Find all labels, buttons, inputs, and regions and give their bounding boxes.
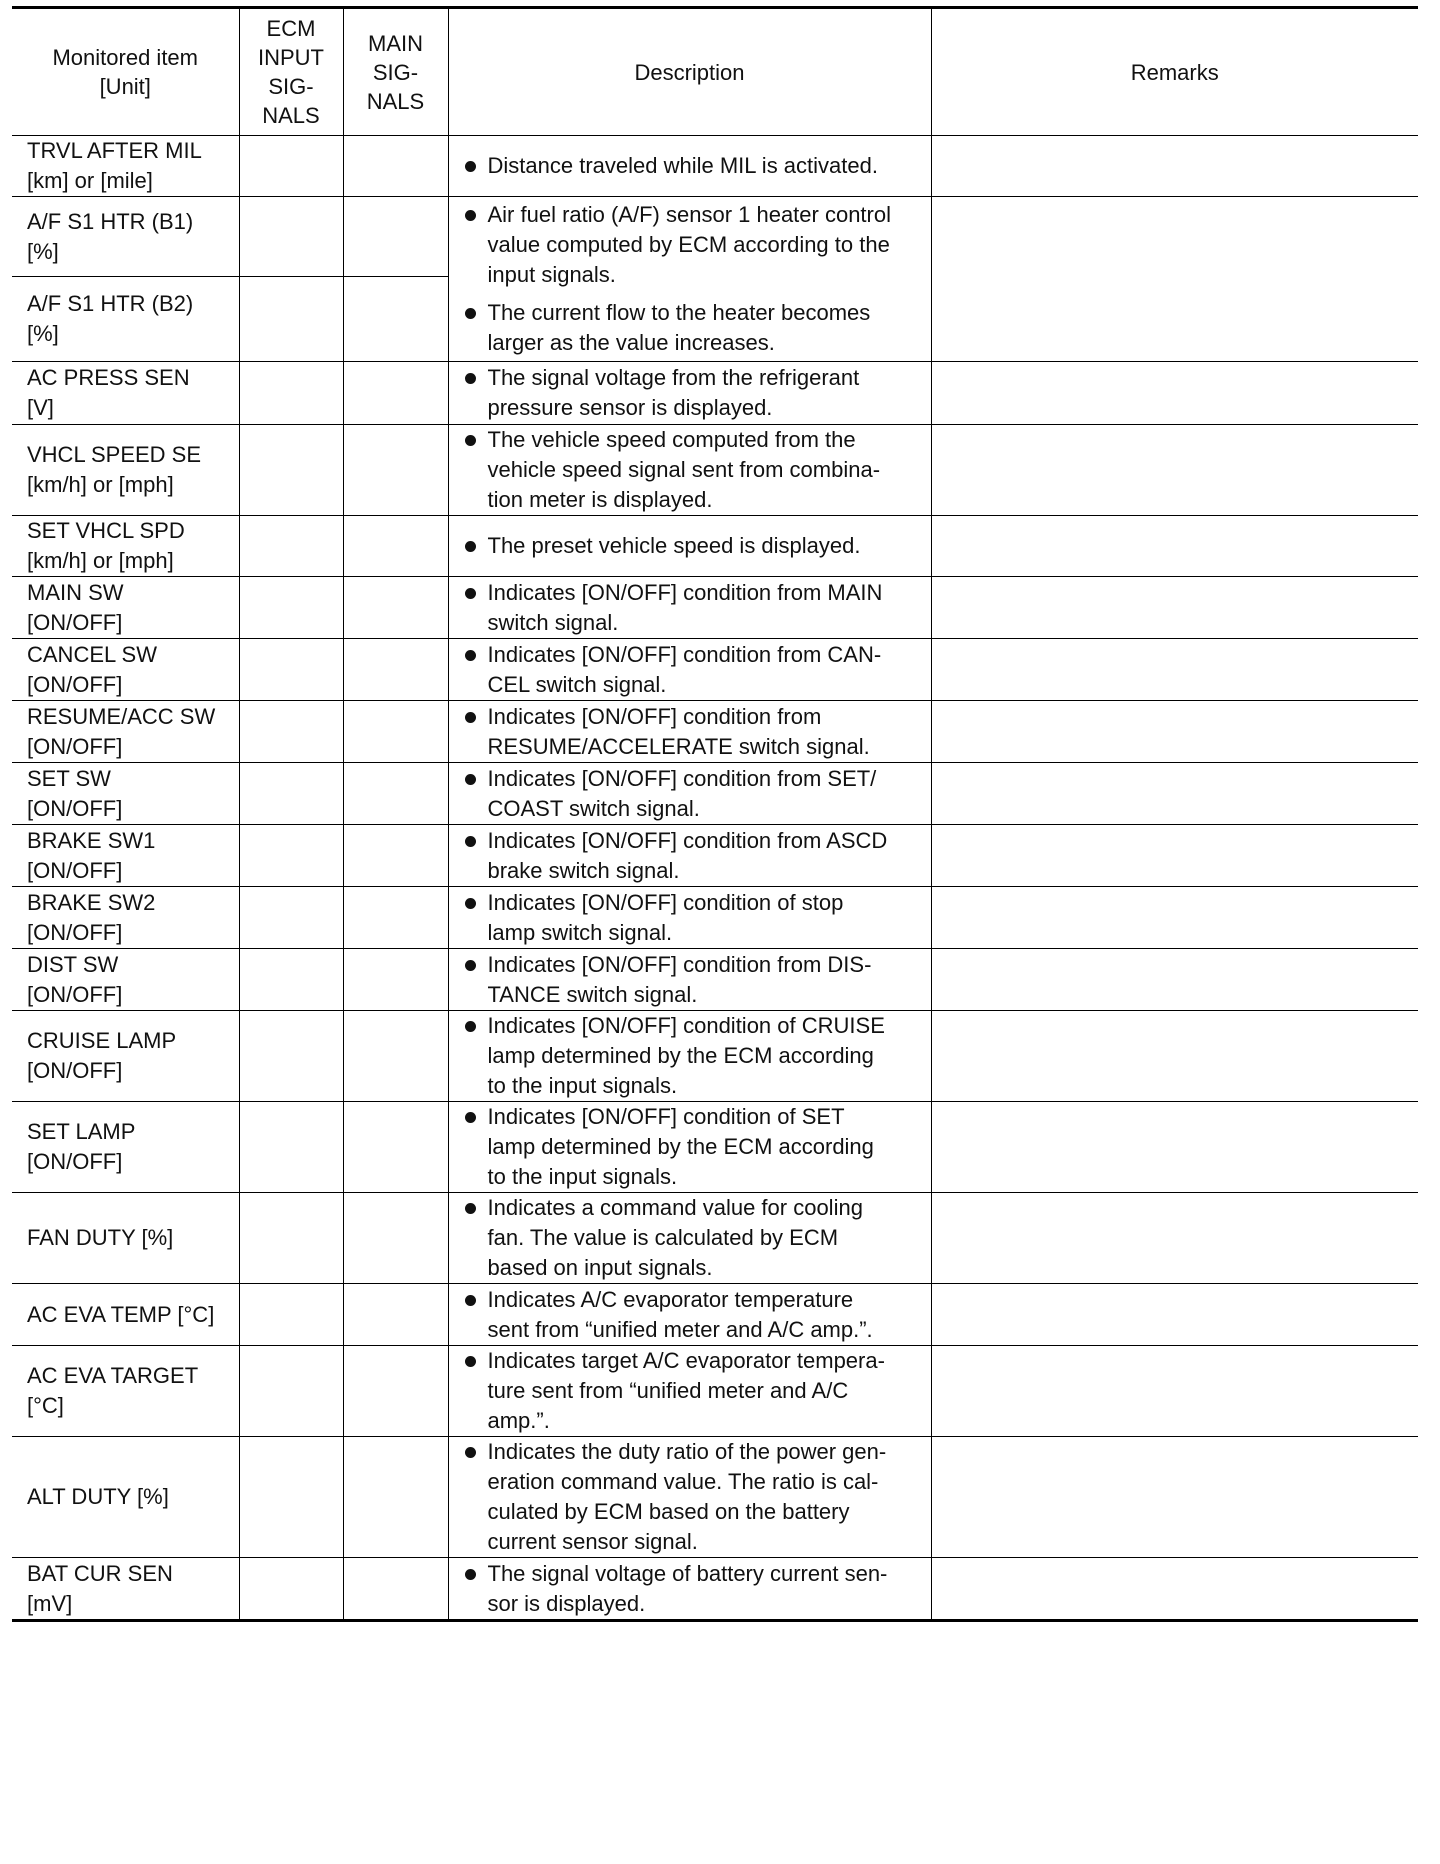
table-row	[12, 1558, 1418, 1621]
ecm-input-signals-cell	[239, 577, 343, 639]
main-signals-cell	[343, 701, 448, 763]
description-bullet	[461, 425, 919, 515]
remarks-cell	[931, 1102, 1418, 1193]
description-bullet	[461, 578, 919, 638]
remarks-cell	[931, 136, 1418, 197]
description-bullet	[461, 298, 919, 358]
description-line: The current flow to the heater becomes	[487, 300, 871, 325]
description-line: Indicates [ON/OFF] condition from MAIN	[487, 579, 883, 605]
monitored-item-line: ALT DUTY [%]	[27, 1484, 169, 1509]
monitored-item-line: SET VHCL SPD	[27, 518, 185, 543]
monitored-item-line: [ON/OFF]	[27, 981, 123, 1007]
monitored-item-line: [V]	[27, 395, 54, 420]
description-line: The vehicle speed computed from the	[487, 427, 856, 452]
ecm-input-signals-cell	[239, 1346, 343, 1437]
header-line: SIG-	[268, 74, 314, 99]
header-ecm-input-signals	[239, 8, 343, 136]
monitored-item-line: [%]	[27, 238, 59, 264]
description-list	[461, 1285, 919, 1345]
description-bullet	[461, 950, 919, 1010]
monitored-item-line: [ON/OFF]	[27, 1058, 123, 1083]
description-list	[461, 363, 919, 423]
header-line: Monitored item	[52, 45, 198, 70]
monitored-item-line: VHCL SPEED SE	[27, 442, 202, 467]
header-line: INPUT	[258, 45, 324, 70]
monitored-item-line: TRVL AFTER MIL	[27, 138, 202, 163]
description-cell	[448, 763, 931, 825]
description-cell	[448, 1437, 931, 1558]
header-line: [Unit]	[99, 74, 151, 99]
description-bullet	[461, 151, 919, 181]
main-signals-cell	[343, 763, 448, 825]
monitored-item-cell	[12, 763, 239, 825]
description-list	[461, 200, 919, 358]
table-row	[12, 639, 1418, 701]
description-line: Air fuel ratio (A/F) sensor 1 heater control	[487, 202, 891, 227]
description-line: The preset vehicle speed is displayed.	[487, 533, 861, 558]
ecm-input-signals-cell	[239, 197, 343, 277]
description-cell	[448, 425, 931, 516]
monitored-item-line: [km/h] or [mph]	[27, 548, 174, 573]
description-list	[461, 1011, 919, 1101]
monitored-item-line: A/F S1 HTR (B2)	[27, 291, 194, 316]
monitored-item-cell	[12, 197, 239, 277]
description-list	[461, 826, 919, 886]
description-line: RESUME/ACCELERATE switch signal.	[487, 733, 870, 759]
header-main-signals	[343, 8, 448, 136]
header-description: Description	[448, 8, 931, 136]
remarks-cell	[931, 949, 1418, 1011]
description-line: sent from “unified meter and A/C amp.”.	[487, 1316, 873, 1342]
remarks-cell	[931, 516, 1418, 577]
description-line: Indicates A/C evaporator temperature	[487, 1286, 854, 1312]
monitored-item-line: [ON/OFF]	[27, 609, 123, 635]
remarks-cell	[931, 763, 1418, 825]
monitored-item-line: [ON/OFF]	[27, 857, 123, 883]
description-bullet	[461, 826, 919, 886]
ecm-input-signals-cell	[239, 1011, 343, 1102]
description-line: TANCE switch signal.	[487, 981, 698, 1007]
main-signals-cell	[343, 1011, 448, 1102]
description-bullet	[461, 702, 919, 762]
remarks-cell	[931, 1193, 1418, 1284]
description-bullet	[461, 640, 919, 700]
main-signals-cell	[343, 577, 448, 639]
description-list	[461, 702, 919, 762]
description-line: Indicates the duty ratio of the power gen-	[487, 1439, 887, 1464]
description-list	[461, 1437, 919, 1557]
description-line: Indicates [ON/OFF] condition from CAN-	[487, 641, 882, 667]
main-signals-cell	[343, 136, 448, 197]
description-line: Indicates [ON/OFF] condition of SET	[487, 1104, 845, 1129]
table-row	[12, 1346, 1418, 1437]
main-signals-cell	[343, 825, 448, 887]
table-row	[12, 516, 1418, 577]
description-line: COAST switch signal.	[487, 795, 700, 821]
description-line: vehicle speed signal sent from combina-	[487, 457, 881, 482]
ecm-input-signals-cell	[239, 949, 343, 1011]
monitored-item-line: BRAKE SW2	[27, 889, 156, 915]
description-bullet	[461, 888, 919, 948]
remarks-cell	[931, 197, 1418, 362]
remarks-cell	[931, 1437, 1418, 1558]
description-bullet	[461, 1285, 919, 1345]
monitored-item-line: [°C]	[27, 1393, 64, 1418]
ecm-input-signals-cell	[239, 1437, 343, 1558]
description-line: culated by ECM based on the battery	[487, 1499, 850, 1524]
description-list	[461, 888, 919, 948]
description-cell	[448, 1558, 931, 1621]
description-cell	[448, 516, 931, 577]
monitored-item-line: CANCEL SW	[27, 641, 157, 667]
description-cell	[448, 197, 931, 362]
description-cell	[448, 949, 931, 1011]
ecm-input-signals-cell	[239, 516, 343, 577]
ecm-input-signals-cell	[239, 825, 343, 887]
description-line: The signal voltage of battery current sen-	[487, 1560, 888, 1586]
monitored-item-line: [ON/OFF]	[27, 919, 123, 945]
table-row	[12, 887, 1418, 949]
description-bullet	[461, 1102, 919, 1192]
description-line: fan. The value is calculated by ECM	[487, 1225, 839, 1250]
description-line: eration command value. The ratio is cal-	[487, 1469, 879, 1494]
remarks-cell	[931, 1011, 1418, 1102]
monitored-item-line: DIST SW	[27, 951, 119, 977]
header-line: SIG-	[372, 59, 419, 85]
description-list	[461, 578, 919, 638]
description-list	[461, 151, 919, 181]
monitored-item-line: BRAKE SW1	[27, 827, 156, 853]
description-line: to the input signals.	[487, 1073, 678, 1098]
ecm-input-signals-cell	[239, 763, 343, 825]
description-line: Indicates [ON/OFF] condition from SET/	[487, 765, 877, 791]
monitored-item-cell	[12, 1558, 239, 1621]
table-row	[12, 577, 1418, 639]
description-list	[461, 640, 919, 700]
monitored-item-line: SET SW	[27, 765, 111, 791]
description-bullet	[461, 1346, 919, 1436]
description-line: Indicates [ON/OFF] condition of CRUISE	[487, 1013, 885, 1038]
description-line: value computed by ECM according to the	[487, 232, 890, 257]
description-bullet	[461, 1011, 919, 1101]
main-signals-cell	[343, 277, 448, 362]
description-line: sor is displayed.	[487, 1590, 646, 1616]
table-row	[12, 1284, 1418, 1346]
remarks-cell	[931, 425, 1418, 516]
description-line: switch signal.	[487, 609, 619, 635]
description-bullet	[461, 1193, 919, 1283]
remarks-cell	[931, 1346, 1418, 1437]
description-line: to the input signals.	[487, 1164, 678, 1189]
table-row	[12, 197, 1418, 277]
monitored-item-line: AC EVA TEMP [°C]	[27, 1301, 215, 1327]
description-line: pressure sensor is displayed.	[487, 395, 773, 420]
description-line: Indicates [ON/OFF] condition from ASCD	[487, 827, 888, 853]
header-monitored-item	[12, 8, 239, 136]
monitored-item-cell	[12, 1193, 239, 1284]
description-line: Indicates [ON/OFF] condition from	[487, 703, 822, 729]
description-cell	[448, 362, 931, 425]
table-row	[12, 825, 1418, 887]
monitored-item-cell	[12, 362, 239, 425]
monitored-item-line: [%]	[27, 321, 59, 346]
monitored-item-line: FAN DUTY [%]	[27, 1225, 174, 1250]
monitored-item-line: [ON/OFF]	[27, 733, 123, 759]
monitored-item-line: BAT CUR SEN	[27, 1560, 173, 1586]
remarks-cell	[931, 887, 1418, 949]
monitored-item-line: AC PRESS SEN	[27, 365, 190, 390]
description-cell	[448, 825, 931, 887]
monitored-item-cell	[12, 516, 239, 577]
monitored-item-line: AC EVA TARGET	[27, 1363, 199, 1388]
description-line: Indicates target A/C evaporator tempera-	[487, 1348, 885, 1373]
table-body	[12, 136, 1418, 1621]
monitored-item-cell	[12, 639, 239, 701]
description-line: Distance traveled while MIL is activated.	[487, 153, 878, 178]
table-row	[12, 1193, 1418, 1284]
header-line: NALS	[262, 103, 320, 128]
description-line: based on input signals.	[487, 1255, 713, 1280]
table-row	[12, 949, 1418, 1011]
ecm-input-signals-cell	[239, 1193, 343, 1284]
ecm-input-signals-cell	[239, 136, 343, 197]
monitored-item-cell	[12, 425, 239, 516]
table-row	[12, 1102, 1418, 1193]
description-cell	[448, 1011, 931, 1102]
table-row	[12, 136, 1418, 197]
main-signals-cell	[343, 1437, 448, 1558]
header-remarks: Remarks	[931, 8, 1418, 136]
description-line: lamp determined by the ECM according	[487, 1043, 874, 1068]
description-line: Indicates [ON/OFF] condition of stop	[487, 889, 844, 915]
monitored-item-line: A/F S1 HTR (B1)	[27, 208, 194, 234]
description-cell	[448, 1193, 931, 1284]
remarks-cell	[931, 1284, 1418, 1346]
description-bullet	[461, 764, 919, 824]
monitored-item-line: [ON/OFF]	[27, 795, 123, 821]
main-signals-cell	[343, 1558, 448, 1621]
main-signals-cell	[343, 1284, 448, 1346]
monitored-item-line: CRUISE LAMP	[27, 1028, 177, 1053]
description-list	[461, 1346, 919, 1436]
monitored-item-cell	[12, 1011, 239, 1102]
description-line: CEL switch signal.	[487, 671, 667, 697]
main-signals-cell	[343, 1346, 448, 1437]
remarks-cell	[931, 577, 1418, 639]
main-signals-cell	[343, 887, 448, 949]
monitored-item-cell	[12, 825, 239, 887]
monitored-item-line: [mV]	[27, 1590, 73, 1616]
description-line: lamp switch signal.	[487, 919, 673, 945]
description-cell	[448, 577, 931, 639]
description-cell	[448, 1102, 931, 1193]
monitored-item-cell	[12, 701, 239, 763]
main-signals-cell	[343, 197, 448, 277]
description-cell	[448, 1346, 931, 1437]
description-cell	[448, 1284, 931, 1346]
main-signals-cell	[343, 1102, 448, 1193]
ecm-input-signals-cell	[239, 425, 343, 516]
description-bullet	[461, 531, 919, 561]
description-line: Indicates [ON/OFF] condition from DIS-	[487, 951, 872, 977]
table-header-row	[12, 8, 1418, 136]
monitored-item-cell	[12, 887, 239, 949]
header-line: MAIN	[368, 30, 423, 56]
monitored-item-cell	[12, 1437, 239, 1558]
description-line: brake switch signal.	[487, 857, 680, 883]
description-line: The signal voltage from the refrigerant	[487, 365, 860, 390]
description-line: larger as the value increases.	[487, 330, 775, 355]
ecm-input-signals-cell	[239, 887, 343, 949]
remarks-cell	[931, 1558, 1418, 1621]
description-list	[461, 1102, 919, 1192]
monitored-items-table	[12, 6, 1418, 1622]
description-list	[461, 531, 919, 561]
ecm-input-signals-cell	[239, 701, 343, 763]
description-line: ture sent from “unified meter and A/C	[487, 1378, 849, 1403]
main-signals-cell	[343, 362, 448, 425]
ecm-input-signals-cell	[239, 639, 343, 701]
monitored-item-cell	[12, 949, 239, 1011]
main-signals-cell	[343, 639, 448, 701]
description-line: amp.”.	[487, 1408, 550, 1433]
monitored-item-line: [km] or [mile]	[27, 168, 153, 193]
monitored-item-cell	[12, 1102, 239, 1193]
main-signals-cell	[343, 1193, 448, 1284]
table-row	[12, 362, 1418, 425]
description-line: tion meter is displayed.	[487, 487, 713, 512]
description-bullet	[461, 1559, 919, 1619]
table-row	[12, 425, 1418, 516]
ecm-input-signals-cell	[239, 362, 343, 425]
description-list	[461, 1193, 919, 1283]
monitored-item-cell	[12, 136, 239, 197]
description-line: lamp determined by the ECM according	[487, 1134, 874, 1159]
monitored-item-line: [ON/OFF]	[27, 671, 123, 697]
description-cell	[448, 701, 931, 763]
description-line: input signals.	[487, 262, 616, 287]
table-row	[12, 1011, 1418, 1102]
monitored-item-line: RESUME/ACC SW	[27, 703, 216, 729]
description-cell	[448, 639, 931, 701]
description-list	[461, 425, 919, 515]
table-row	[12, 701, 1418, 763]
remarks-cell	[931, 362, 1418, 425]
header-line: ECM	[266, 16, 316, 41]
monitored-item-line: [km/h] or [mph]	[27, 472, 174, 497]
description-list	[461, 950, 919, 1010]
description-bullet	[461, 363, 919, 423]
ecm-input-signals-cell	[239, 277, 343, 362]
description-list	[461, 764, 919, 824]
ecm-input-signals-cell	[239, 1284, 343, 1346]
monitored-item-line: MAIN SW	[27, 579, 124, 605]
description-cell	[448, 887, 931, 949]
header-line: NALS	[366, 88, 425, 114]
remarks-cell	[931, 639, 1418, 701]
description-cell	[448, 136, 931, 197]
description-line: current sensor signal.	[487, 1529, 698, 1554]
monitored-item-cell	[12, 277, 239, 362]
table-row	[12, 1437, 1418, 1558]
table-row	[12, 763, 1418, 825]
monitored-item-cell	[12, 577, 239, 639]
ecm-input-signals-cell	[239, 1558, 343, 1621]
description-line: Indicates a command value for cooling	[487, 1195, 863, 1220]
main-signals-cell	[343, 949, 448, 1011]
remarks-cell	[931, 701, 1418, 763]
main-signals-cell	[343, 425, 448, 516]
ecm-input-signals-cell	[239, 1102, 343, 1193]
monitored-item-line: [ON/OFF]	[27, 1149, 123, 1174]
description-list	[461, 1559, 919, 1619]
remarks-cell	[931, 825, 1418, 887]
main-signals-cell	[343, 516, 448, 577]
monitored-item-cell	[12, 1346, 239, 1437]
monitored-item-line: SET LAMP	[27, 1119, 136, 1144]
description-bullet	[461, 1437, 919, 1557]
description-bullet	[461, 200, 919, 290]
monitored-item-cell	[12, 1284, 239, 1346]
